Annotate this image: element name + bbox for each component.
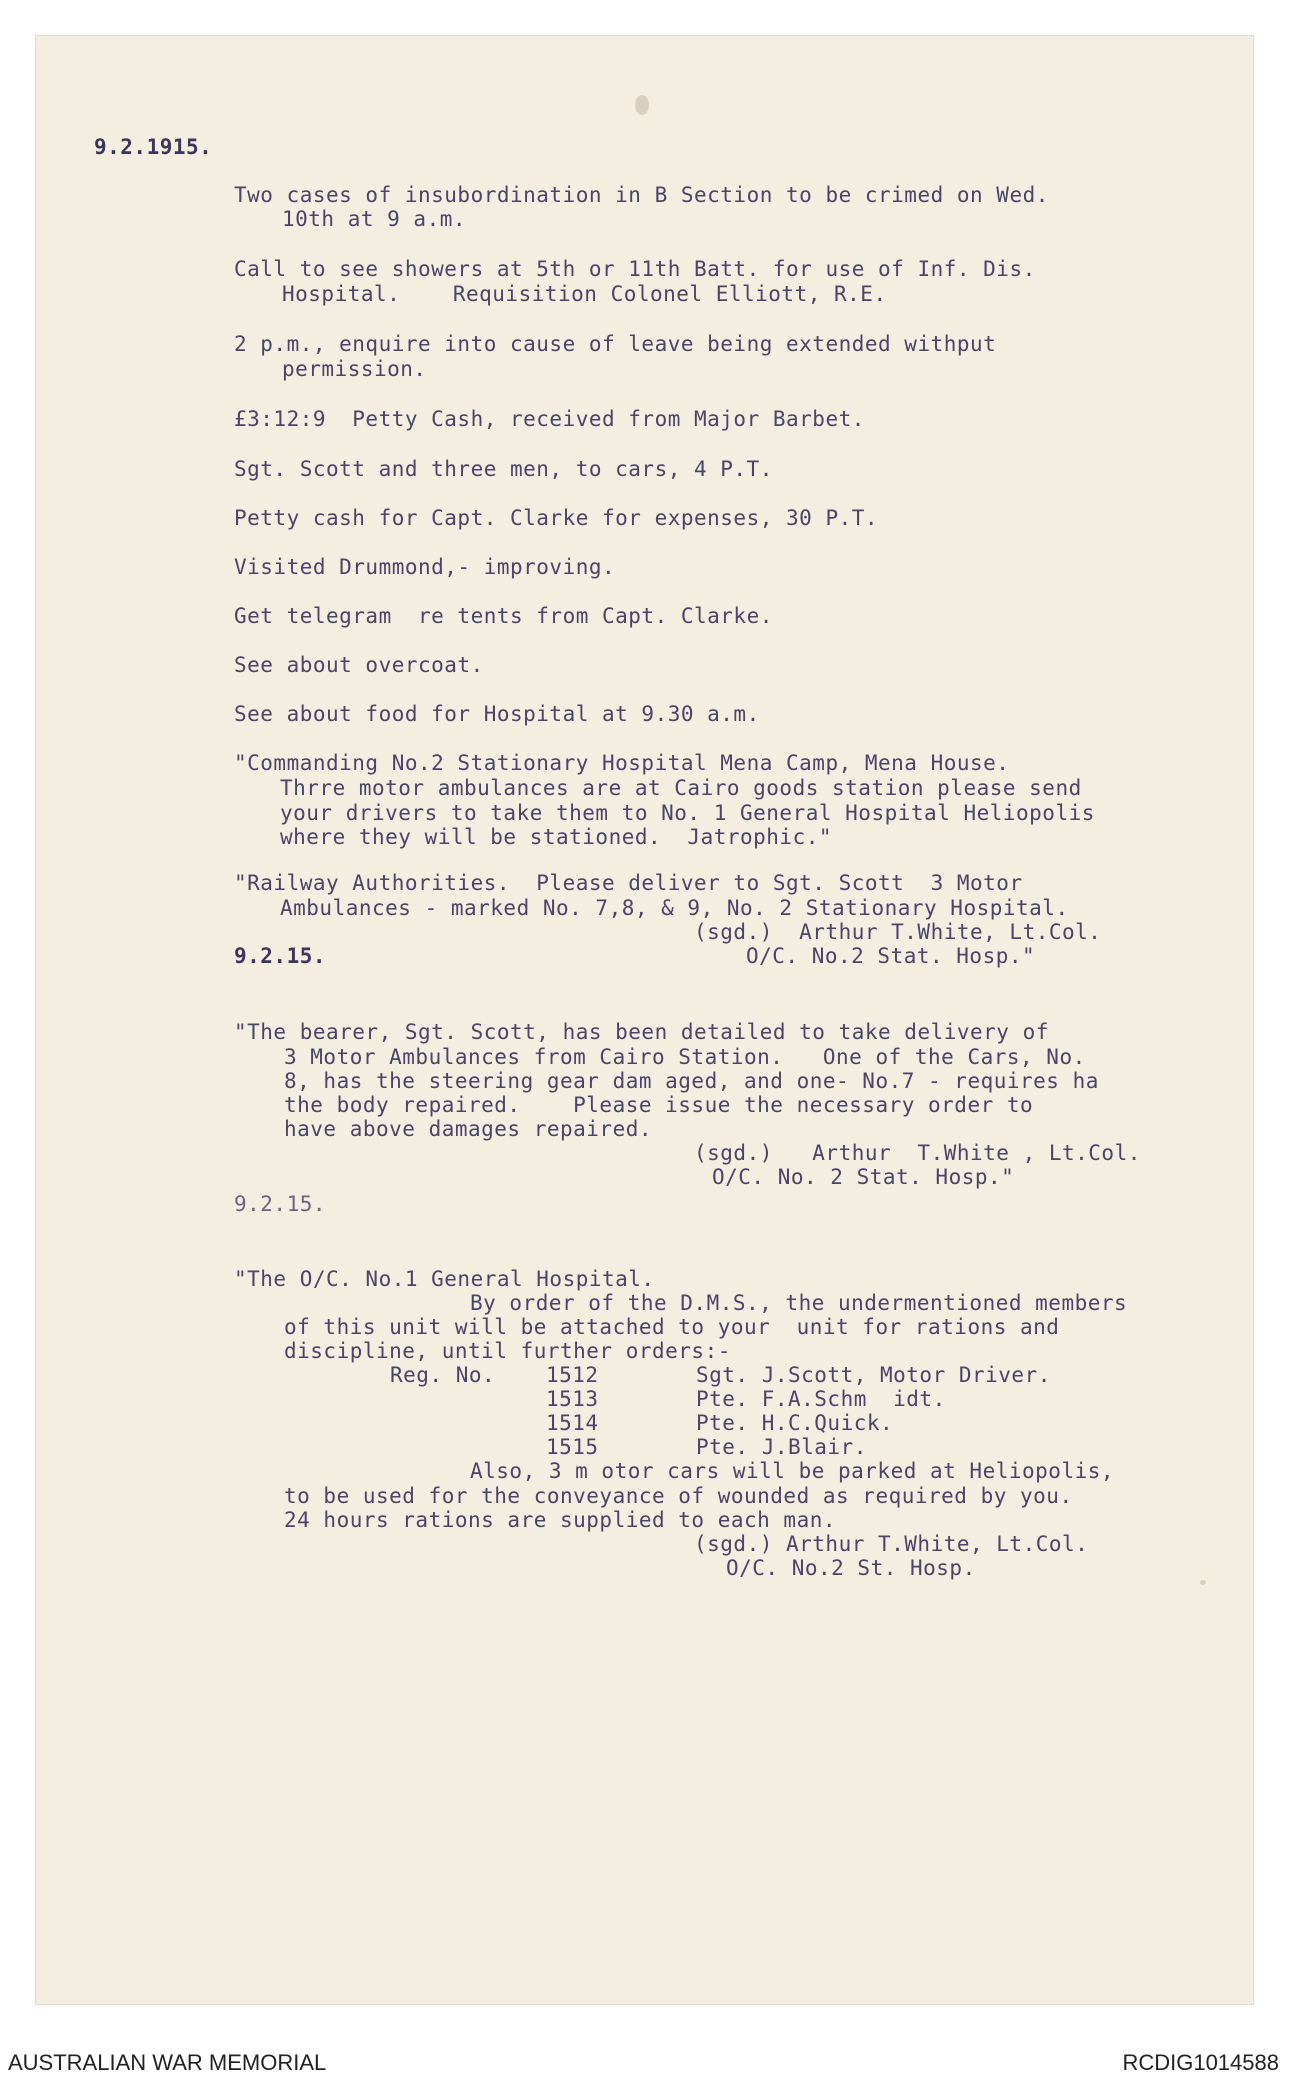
entry-line: Visited Drummond,- improving. [234, 555, 616, 579]
hospital-closing: 24 hours rations are supplied to each man. [284, 1508, 837, 1532]
hospital-line: of this unit will be attached to your unit for rations and [284, 1315, 1060, 1339]
bearer-date: 9.2.15. [234, 1192, 327, 1216]
telegram-line: Thrre motor ambulances are at Cairo goods station please send [280, 776, 1082, 800]
telegram-line: where they will be stationed. Jatrophic." [280, 825, 833, 849]
bearer-line: 8, has the steering gear dam aged, and one- No.7 - requires ha [284, 1069, 1099, 1093]
member-name: Pte. H.C.Quick. [696, 1411, 894, 1435]
railway-date: 9.2.15. [234, 944, 327, 968]
entry-line: Hospital. Requisition Colonel Elliott, R.E. [282, 282, 887, 306]
member-name: Pte. J.Blair. [696, 1435, 867, 1459]
entry-line: Call to see showers at 5th or 11th Batt. for use of Inf. Dis. [234, 257, 1036, 281]
entry-line: Two cases of insubordination in B Section to be crimed on Wed. [234, 183, 1049, 207]
reg-label: Reg. No. [390, 1363, 496, 1387]
member-name: Pte. F.A.Schm idt. [696, 1387, 946, 1411]
bearer-line: have above damages repaired. [284, 1117, 653, 1141]
member-reg: 1514 [546, 1411, 599, 1435]
hospital-closing: to be used for the conveyance of wounded as required by you. [284, 1484, 1073, 1508]
telegram-line: your drivers to take them to No. 1 General Hospital Heliopolis [280, 801, 1095, 825]
member-name: Sgt. J.Scott, Motor Driver. [696, 1363, 1051, 1387]
hospital-closing: Also, 3 m otor cars will be parked at Heliopolis, [470, 1459, 1115, 1483]
member-reg: 1513 [546, 1387, 599, 1411]
railway-office: O/C. No.2 Stat. Hosp." [746, 944, 1036, 968]
bearer-line: "The bearer, Sgt. Scott, has been detailed to take delivery of [234, 1020, 1049, 1044]
railway-line: Ambulances - marked No. 7,8, & 9, No. 2 Stationary Hospital. [280, 896, 1069, 920]
hospital-heading: "The O/C. No.1 General Hospital. [234, 1267, 655, 1291]
entry-line: See about overcoat. [234, 653, 484, 677]
footer-credit: AUSTRALIAN WAR MEMORIAL [8, 2050, 327, 2075]
entry-line: Sgt. Scott and three men, to cars, 4 P.T. [234, 457, 773, 481]
railway-signature: (sgd.) Arthur T.White, Lt.Col. [694, 920, 1102, 944]
entry-line: £3:12:9 Petty Cash, received from Major Barbet. [234, 407, 865, 431]
bearer-line: the body repaired. Please issue the necessary order to [284, 1093, 1034, 1117]
hospital-line: By order of the D.M.S., the undermentioned members [470, 1291, 1128, 1315]
hospital-office: O/C. No.2 St. Hosp. [726, 1556, 976, 1580]
member-reg: 1515 [546, 1435, 599, 1459]
telegram-line: "Commanding No.2 Stationary Hospital Mena Camp, Mena House. [234, 751, 1010, 775]
entry-line: 10th at 9 a.m. [282, 207, 467, 231]
bearer-office: O/C. No. 2 Stat. Hosp." [712, 1165, 1015, 1189]
entry-line: Petty cash for Capt. Clarke for expenses, 30 P.T. [234, 506, 879, 530]
hospital-line: discipline, until further orders:- [284, 1339, 731, 1363]
entry-line: See about food for Hospital at 9.30 a.m. [234, 702, 760, 726]
date-heading: 9.2.1915. [94, 135, 213, 159]
footer-reference: RCDIG1014588 [1122, 2050, 1279, 2075]
entry-line: permission. [282, 357, 427, 381]
bearer-line: 3 Motor Ambulances from Cairo Station. One of the Cars, No. [284, 1045, 1086, 1069]
hospital-signature: (sgd.) Arthur T.White, Lt.Col. [694, 1532, 1089, 1556]
railway-line: "Railway Authorities. Please deliver to Sgt. Scott 3 Motor [234, 871, 1023, 895]
member-reg: 1512 [546, 1363, 599, 1387]
entry-line: 2 p.m., enquire into cause of leave being extended withput [234, 332, 997, 356]
bearer-signature: (sgd.) Arthur T.White , Lt.Col. [694, 1141, 1141, 1165]
document-page [35, 35, 1254, 2005]
typed-text [35, 35, 1254, 2005]
entry-line: Get telegram re tents from Capt. Clarke. [234, 604, 773, 628]
